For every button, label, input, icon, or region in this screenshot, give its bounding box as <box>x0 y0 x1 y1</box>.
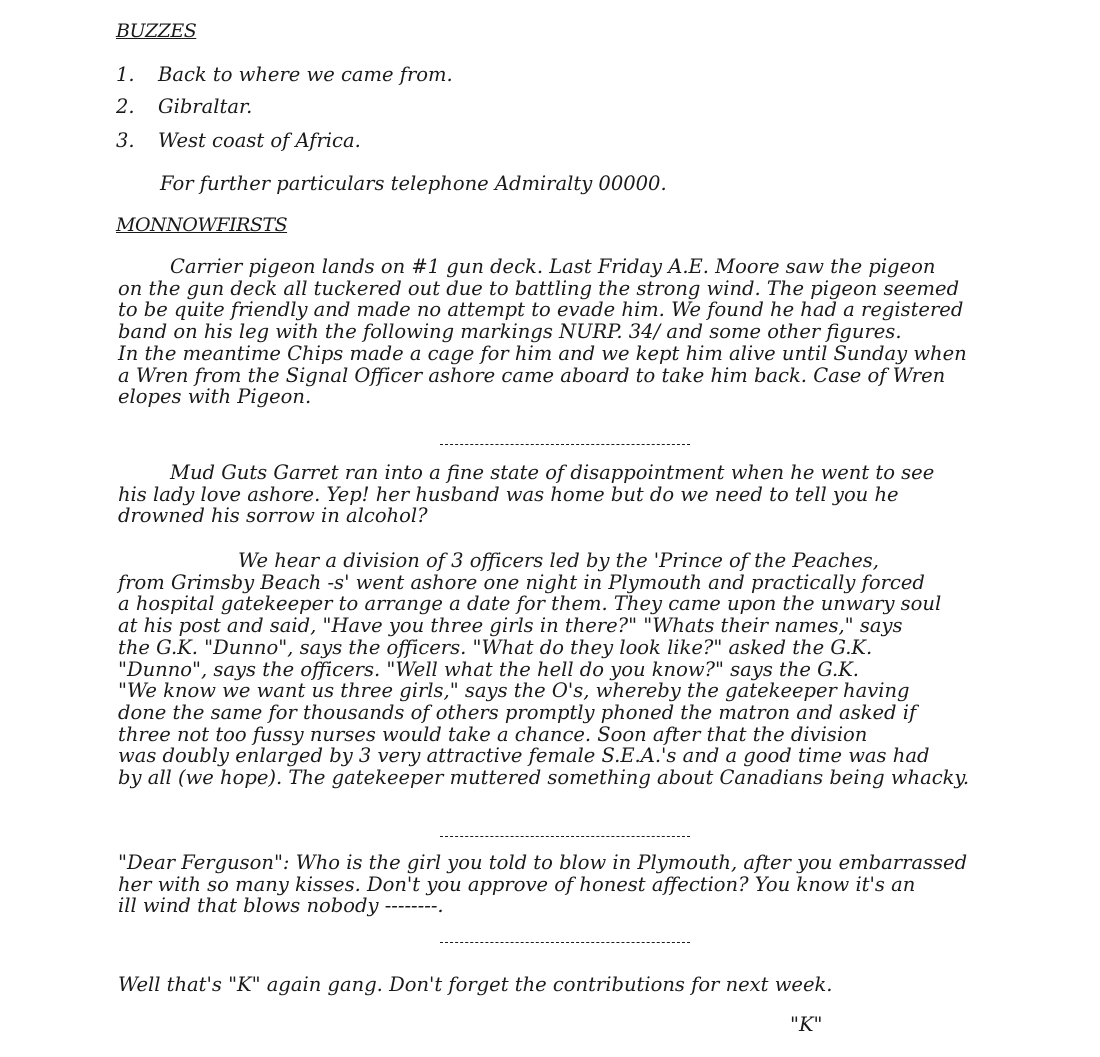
section-divider <box>440 942 690 943</box>
text-line: was doubly enlarged by 3 very attractive female S.E.A.'s and a good time was had <box>118 744 930 768</box>
text-line: three not too fussy nurses would take a chance. Soon after that the division <box>118 722 868 746</box>
text-line: to be quite friendly and made no attempt to evade him. We found he had a registered <box>118 298 964 322</box>
text-line: his lady love ashore. Yep! her husband was home but do we need to tell you he <box>118 482 899 506</box>
text-line: a Wren from the Signal Officer ashore came aboard to take him back. Case of Wren <box>118 363 946 387</box>
text-line: Mud Guts Garret ran into a fine state of disappointment when he went to see <box>170 461 935 484</box>
section-divider <box>440 836 690 837</box>
text-line: her with so many kisses. Don't you approve of honest affection? You know it's an <box>118 872 916 896</box>
buzzes-heading: BUZZES <box>116 20 197 42</box>
signature: "K" <box>790 1013 823 1036</box>
text-line: We hear a division of 3 officers led by the 'Prince of the Peaches, <box>238 549 879 572</box>
section-divider <box>440 444 690 445</box>
text-line: In the meantime Chips made a cage for him and we kept him alive until Sunday when <box>118 341 967 365</box>
text-line: "Dunno", says the officers. "Well what the hell do you know?" says the G.K. <box>118 657 859 681</box>
text-line: at his post and said, "Have you three girls in there?" "Whats their names," says <box>118 614 903 638</box>
ferguson-paragraph <box>118 852 967 917</box>
text-line: Carrier pigeon lands on #1 gun deck. Last Friday A.E. Moore saw the pigeon <box>170 255 936 278</box>
text-line: a hospital gatekeeper to arrange a date for them. They came upon the unwary soul <box>118 592 942 616</box>
buzz-item-number: 2. <box>116 95 135 118</box>
buzz-item-text: Gibraltar. <box>158 95 253 118</box>
text-line: band on his leg with the following markings NURP. 34/ and some other figures. <box>118 320 902 344</box>
pigeon-paragraph <box>118 256 967 408</box>
monnowfirsts-heading: MONNOWFIRSTS <box>116 214 288 236</box>
officers-paragraph <box>118 550 969 789</box>
text-line: on the gun deck all tuckered out due to battling the strong wind. The pigeon seemed <box>118 276 960 300</box>
text-line: done the same for thousands of others promptly phoned the matron and asked if <box>118 700 917 724</box>
text-line: drowned his sorrow in alcohol? <box>118 504 428 528</box>
text-line: the G.K. "Dunno", says the officers. "What do they look like?" asked the G.K. <box>118 635 873 659</box>
buzz-item-text: West coast of Africa. <box>158 129 361 152</box>
text-line: elopes with Pigeon. <box>118 385 312 409</box>
buzz-item-text: Back to where we came from. <box>158 63 453 86</box>
text-line: from Grimsby Beach -s' went ashore one night in Plymouth and practically forced <box>118 570 925 594</box>
buzz-item-number: 1. <box>116 63 135 86</box>
text-line: ill wind that blows nobody --------. <box>118 894 444 918</box>
text-line: by all (we hope). The gatekeeper muttered something about Canadians being whacky. <box>118 766 970 790</box>
text-line: "Dear Ferguson": Who is the girl you told to blow in Plymouth, after you embarrassed <box>118 851 968 874</box>
buzz-item-number: 3. <box>116 129 135 152</box>
text-line: "We know we want us three girls," says the O's, whereby the gatekeeper having <box>118 679 910 703</box>
buzzes-note: For further particulars telephone Admiralty 00000. <box>160 172 667 195</box>
closing-line: Well that's "K" again gang. Don't forget the contributions for next week. <box>118 973 833 996</box>
garret-paragraph <box>118 462 934 527</box>
